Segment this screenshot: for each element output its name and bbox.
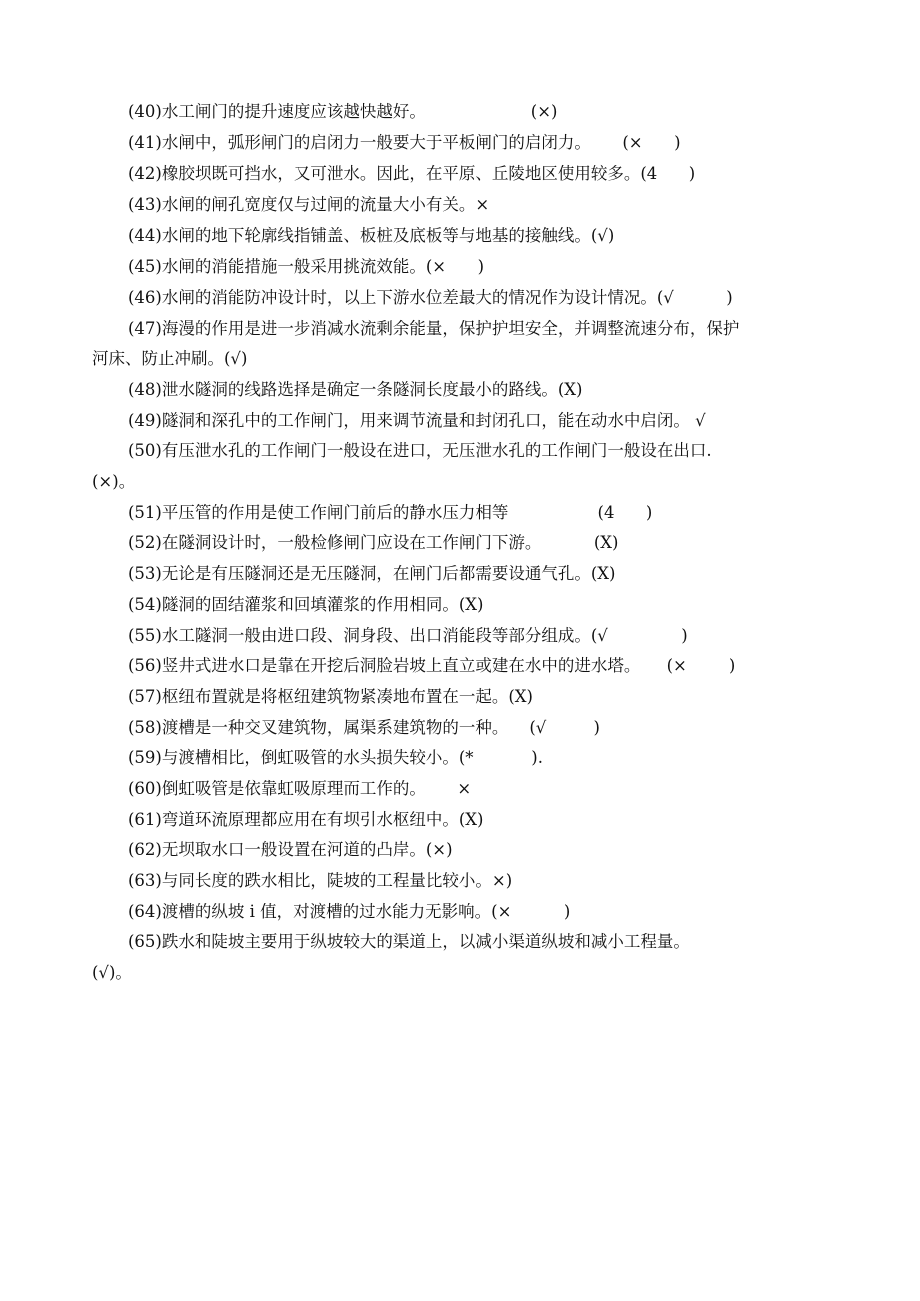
question-49: (49)隧洞和深孔中的工作闸门，用来调节流量和封闭孔口，能在动水中启闭。 √ (128, 411, 706, 430)
question-62: (62)无坝取水口一般设置在河道的凸岸。(×) (128, 840, 453, 859)
question-63: (63)与同长度的跌水相比，陡坡的工程量比较小。×) (128, 871, 513, 890)
question-52: (52)在隧洞设计时，一般检修闸门应设在工作闸门下游。 (X) (128, 533, 619, 552)
question-65: (65)跌水和陡坡主要用于纵坡较大的渠道上，以减小渠道纵坡和减小工程量。 (128, 932, 690, 951)
question-47-continued: 河床、防止冲刷。(√) (92, 349, 248, 368)
question-43: (43)水闸的闸孔宽度仅与过闸的流量大小有关。× (128, 195, 490, 214)
question-48: (48)泄水隧洞的线路选择是确定一条隧洞长度最小的路线。(X) (128, 380, 583, 399)
question-41: (41)水闸中，弧形闸门的启闭力一般要大于平板闸门的启闭力。 (× ) (128, 133, 681, 152)
question-44: (44)水闸的地下轮廓线指铺盖、板桩及底板等与地基的接触线。(√) (128, 226, 615, 245)
question-60: (60)倒虹吸管是依靠虹吸原理而工作的。 × (128, 779, 472, 798)
question-65-continued: (√)。 (92, 963, 132, 982)
question-53: (53)无论是有压隧洞还是无压隧洞，在闸门后都需要设通气孔。(X) (128, 564, 616, 583)
question-59: (59)与渡槽相比，倒虹吸管的水头损失较小。(* ). (128, 748, 543, 767)
question-57: (57)枢纽布置就是将枢纽建筑物紧凑地布置在一起。(X) (128, 687, 533, 706)
question-47: (47)海漫的作用是进一步消减水流剩余能量，保护护坦安全，并调整流速分布，保护 (128, 319, 740, 338)
question-54: (54)隧洞的固结灌浆和回填灌浆的作用相同。(X) (128, 595, 484, 614)
question-42: (42)橡胶坝既可挡水，又可泄水。因此，在平原、丘陵地区使用较多。(4 ) (128, 164, 696, 183)
question-46: (46)水闸的消能防冲设计时，以上下游水位差最大的情况作为设计情况。(√ ) (128, 288, 733, 307)
question-40: (40)水工闸门的提升速度应该越快越好。 (×) (128, 102, 558, 121)
question-58: (58)渡槽是一种交叉建筑物，属渠系建筑物的一种。 (√ ) (128, 718, 600, 737)
question-64: (64)渡槽的纵坡 i 值，对渡槽的过水能力无影响。(× ) (128, 902, 571, 921)
question-55: (55)水工隧洞一般由进口段、洞身段、出口消能段等部分组成。(√ ) (128, 626, 688, 645)
question-50-continued: (×)。 (92, 472, 136, 491)
question-51: (51)平压管的作用是使工作闸门前后的静水压力相等 (4 ) (128, 503, 653, 522)
question-61: (61)弯道环流原理都应用在有坝引水枢纽中。(X) (128, 810, 484, 829)
question-56: (56)竖井式进水口是靠在开挖后洞脸岩坡上直立或建在水中的进水塔。 (× ) (128, 656, 736, 675)
question-50: (50)有压泄水孔的工作闸门一般设在进口，无压泄水孔的工作闸门一般设在出口. (128, 441, 712, 460)
question-45: (45)水闸的消能措施一般采用挑流效能。(× ) (128, 257, 485, 276)
